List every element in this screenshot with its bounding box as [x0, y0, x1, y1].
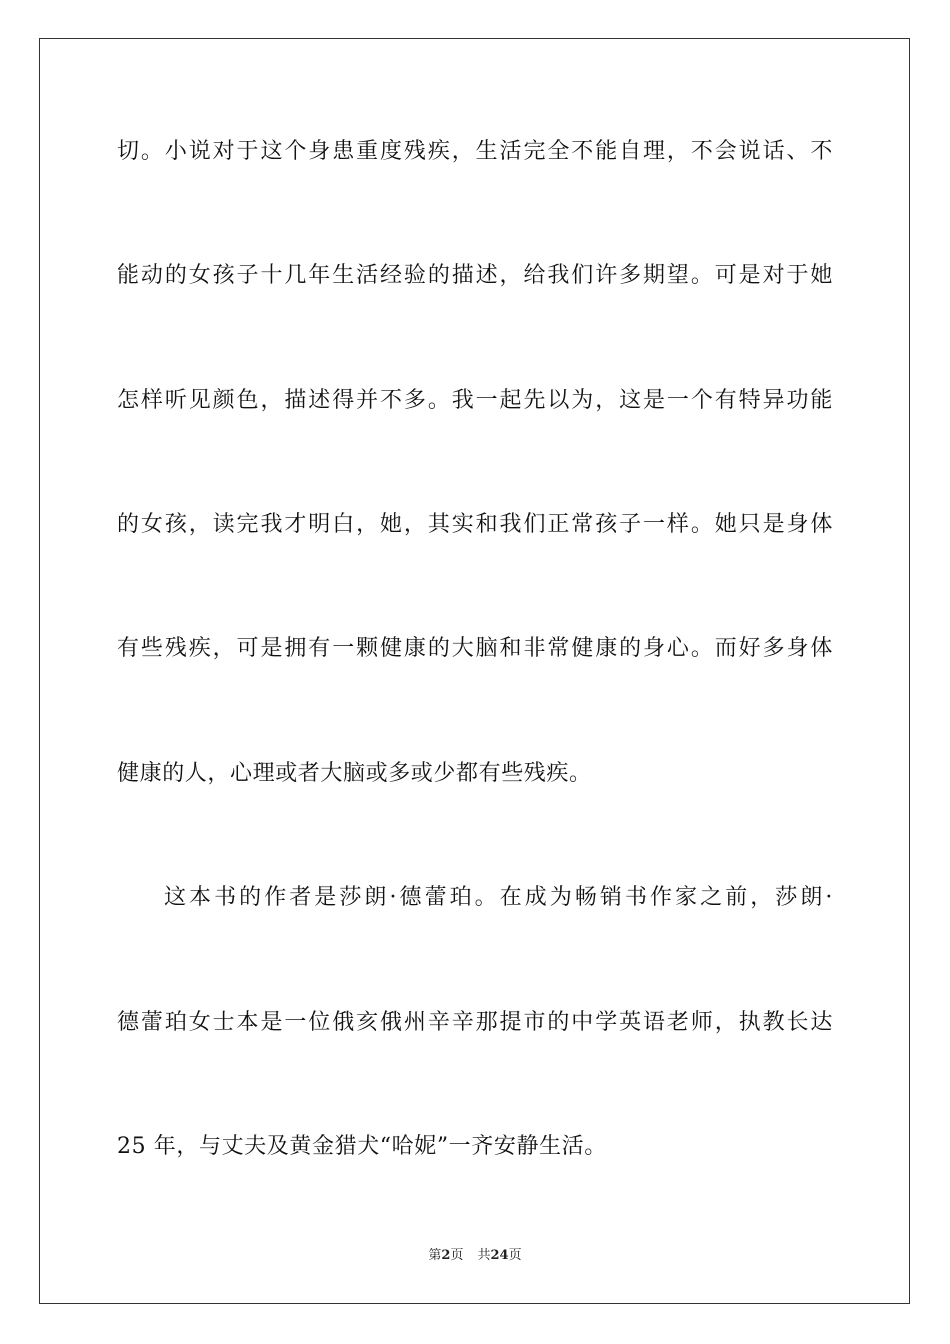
text-line: 25 年，与丈夫及黄金猎犬“哈妮”一齐安静生活。: [117, 1134, 607, 1159]
paragraph-first-line: 这本书的作者是莎朗·德蕾珀。在成为畅销书作家之前，莎朗·: [164, 885, 833, 910]
page-prefix: 第: [428, 1248, 442, 1263]
text-line: 怎样听见颜色，描述得并不多。我一起先以为，这是一个有特异功能: [117, 388, 833, 413]
text-line: 德蕾珀女士本是一位俄亥俄州辛辛那提市的中学英语老师，执教长达: [117, 1010, 833, 1035]
text-line: 切。小说对于这个身患重度残疾，生活完全不能自理，不会说话、不: [117, 139, 833, 164]
total-suffix: 页: [508, 1248, 522, 1263]
text-line: 的女孩，读完我才明白，她，其实和我们正常孩子一样。她只是身体: [117, 512, 833, 537]
total-prefix: 共: [477, 1248, 491, 1263]
page-border: [39, 38, 910, 1304]
page-footer: [0, 1247, 950, 1265]
text-line: 健康的人，心理或者大脑或多或少都有些残疾。: [117, 761, 592, 786]
text-line: 有些残疾，可是拥有一颗健康的大脑和非常健康的身心。而好多身体: [117, 636, 833, 661]
page-current: 2: [441, 1248, 451, 1263]
page-total: 24: [490, 1248, 509, 1263]
page-suffix: 页: [450, 1248, 464, 1263]
text-line: 能动的女孩子十几年生活经验的描述，给我们许多期望。可是对于她: [117, 263, 833, 288]
